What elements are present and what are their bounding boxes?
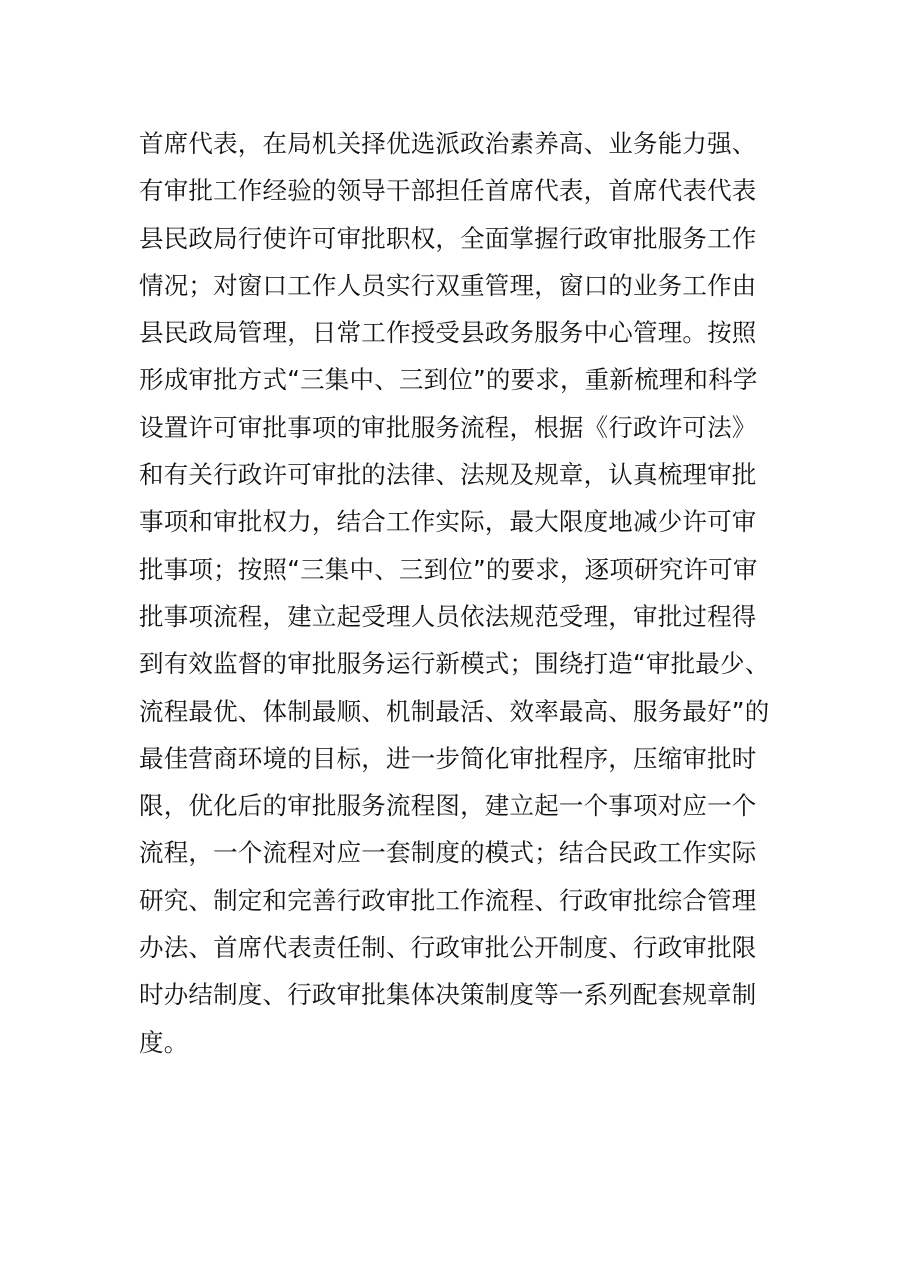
paragraph-line: 时办结制度、行政审批集体决策制度等一系列配套规章制: [139, 980, 757, 1010]
paragraph-line: 形成审批方式“三集中、三到位”的要求，重新梳理和科学: [139, 365, 758, 395]
paragraph-line: 有审批工作经验的领导干部担任首席代表，首席代表代表: [139, 176, 757, 206]
paragraph-line: 到有效监督的审批服务运行新模式；围绕打造“审批最少、: [139, 649, 770, 679]
paragraph-line: 最佳营商环境的目标，进一步简化审批程序，压缩审批时: [139, 743, 757, 773]
paragraph-line: 流程，一个流程对应一套制度的模式；结合民政工作实际: [139, 838, 757, 868]
paragraph-line: 和有关行政许可审批的法律、法规及规章，认真梳理审批: [139, 460, 757, 490]
paragraph-line: 批事项流程，建立起受理人员依法规范受理，审批过程得: [139, 601, 757, 631]
paragraph-line: 限，优化后的审批服务流程图，建立起一个事项对应一个: [139, 791, 757, 821]
paragraph-line: 批事项；按照“三集中、三到位”的要求，逐项研究许可审: [139, 554, 758, 584]
paragraph-line: 设置许可审批事项的审批服务流程，根据《行政许可法》: [139, 412, 757, 442]
paragraph-line: 情况；对窗口工作人员实行双重管理，窗口的业务工作由: [139, 270, 757, 300]
paragraph-line: 流程最优、体制最顺、机制最活、效率最高、服务最好”的: [139, 696, 770, 726]
paragraph-line: 首席代表，在局机关择优选派政治素养高、业务能力强、: [139, 129, 757, 158]
paragraph-line: 县民政局行使许可审批职权，全面掌握行政审批服务工作: [139, 223, 757, 253]
paragraph-line: 办法、首席代表责任制、行政审批公开制度、行政审批限: [139, 933, 757, 963]
paragraph-line: 事项和审批权力，结合工作实际，最大限度地减少许可审: [139, 507, 757, 537]
body-paragraph: [139, 120, 779, 1066]
paragraph-line: 县民政局管理，日常工作授受县政务服务中心管理。按照: [139, 318, 757, 348]
paragraph-line: 度。: [139, 1027, 189, 1057]
paragraph-line: 研究、制定和完善行政审批工作流程、行政审批综合管理: [139, 885, 757, 915]
